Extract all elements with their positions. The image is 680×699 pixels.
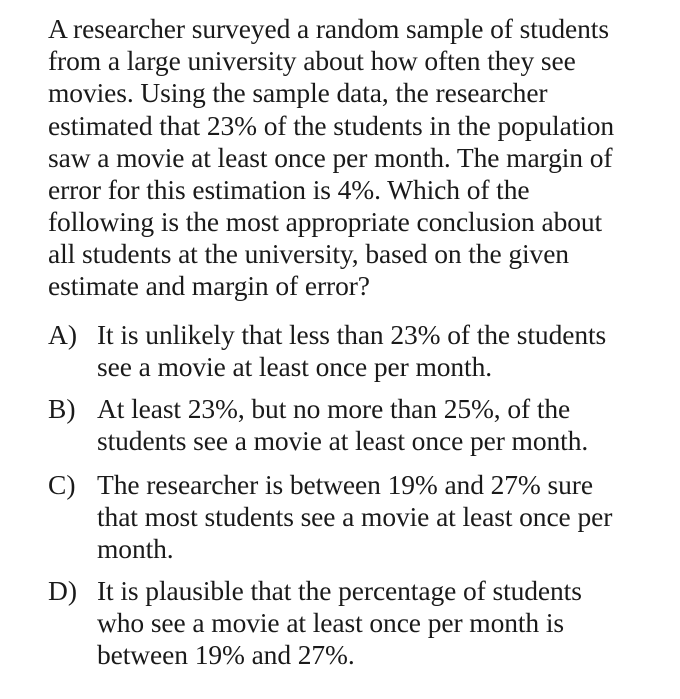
choice-letter: C)	[48, 469, 76, 500]
stem-line: following is the most appropriate conclusion about	[48, 206, 603, 237]
stem-line: estimated that 23% of the students in the population	[48, 110, 615, 141]
stem-line: from a large university about how often they see	[48, 45, 576, 76]
choice-text-line: The researcher is between 19% and 27% sure	[97, 469, 593, 500]
choice-letter: D)	[48, 575, 78, 606]
stem-line: estimate and margin of error?	[48, 270, 370, 301]
choice-text-line: between 19% and 27%.	[97, 639, 355, 670]
stem-line: all students at the university, based on the given	[48, 238, 569, 269]
stem-line: error for this estimation is 4%. Which of the	[48, 174, 530, 205]
stem-line: saw a movie at least once per month. The margin of	[48, 142, 613, 173]
choice-text-line: who see a movie at least once per month is	[97, 607, 564, 638]
choice-text-line: students see a movie at least once per month.	[97, 425, 589, 456]
choice-letter: A)	[48, 319, 78, 350]
choice-text-line: It is unlikely that less than 23% of the students	[97, 319, 607, 350]
choice-text-line: month.	[97, 533, 174, 564]
choice-text-line: It is plausible that the percentage of students	[97, 575, 582, 606]
choice-text-line: see a movie at least once per month.	[97, 351, 493, 382]
stem-line: A researcher surveyed a random sample of students	[48, 13, 609, 44]
choice-letter: B)	[48, 393, 76, 424]
choice-text-line: that most students see a movie at least once per	[97, 501, 613, 532]
choice-text-line: At least 23%, but no more than 25%, of the	[97, 393, 571, 424]
stem-line: movies. Using the sample data, the researcher	[48, 77, 548, 108]
